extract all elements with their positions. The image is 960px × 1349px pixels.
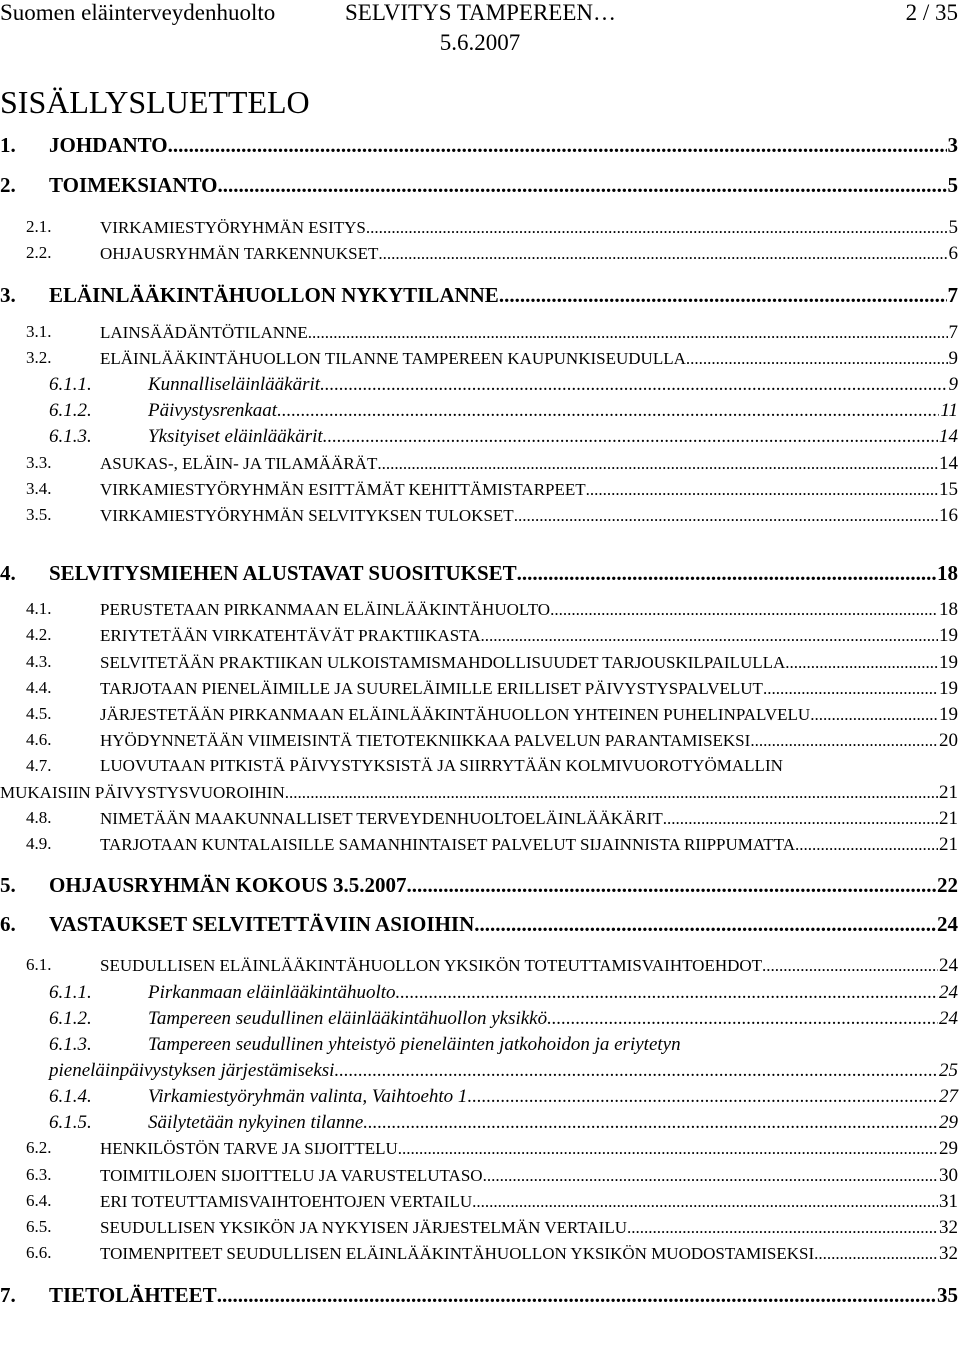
toc-leader-dots: [285, 783, 938, 803]
toc-entry-title: Säilytetään nykyinen tilanne.: [148, 1112, 369, 1133]
toc-entry-title: TIETOLÄHTEET: [49, 1283, 217, 1307]
toc-title: SISÄLLYSLUETTELO: [0, 84, 310, 120]
header-organization: Suomen eläinterveydenhuolto: [0, 0, 276, 25]
toc-entry-title: LUOVUTAAN PITKISTÄ PÄIVYSTYKSISTÄ JA SIIRRYTÄÄN KOLMIVUOROTYÖMALLIN: [100, 756, 783, 775]
toc-entry-number: 6.1.: [26, 955, 52, 974]
toc-entry-page: 30: [939, 1165, 958, 1186]
toc-entry-number: 6.2.: [26, 1138, 52, 1157]
toc-leader-dots: [483, 1166, 938, 1186]
toc-leader-dots: [467, 1086, 938, 1108]
toc-entry[interactable]: [0, 1008, 958, 1034]
toc-entry-title-continued: MUKAISIIN PÄIVYSTYSVUOROIHIN: [0, 783, 285, 802]
toc-entry-title: ERIYTETÄÄN VIRKATEHTÄVÄT PRAKTIIKASTA: [100, 626, 481, 645]
toc-entry[interactable]: [0, 243, 958, 269]
toc-entry[interactable]: [0, 599, 958, 625]
toc-leader-dots: [277, 400, 939, 422]
toc-entry-title: SELVITYSMIEHEN ALUSTAVAT SUOSITUKSET: [49, 561, 517, 585]
toc-entry-number: 6.1.2.: [49, 400, 92, 421]
toc-leader-dots: [814, 1244, 938, 1264]
toc-entry-page: 32: [939, 1217, 958, 1238]
toc-entry[interactable]: [0, 348, 958, 374]
toc-leader-dots: [168, 133, 947, 158]
toc-leader-dots: [586, 480, 938, 500]
toc-entry-page: 9: [948, 348, 958, 369]
toc-entry-number: 2.2.: [26, 243, 52, 262]
toc-entry-number: 5.: [0, 873, 16, 897]
toc-entry[interactable]: [0, 400, 958, 426]
toc-entry[interactable]: [0, 873, 958, 901]
toc-leader-dots: [663, 809, 938, 829]
toc-entry-page: 21: [939, 782, 958, 803]
toc-entry-title: VIRKAMIESTYÖRYHMÄN ESITYS: [100, 218, 366, 237]
toc-entry-number: 6.1.3.: [49, 1034, 92, 1055]
toc-entry-title: ASUKAS-, ELÄIN- JA TILAMÄÄRÄT: [100, 454, 378, 473]
toc-entry[interactable]: [0, 1086, 958, 1112]
toc-entry-page: 29: [939, 1138, 958, 1159]
toc-entry[interactable]: [0, 1283, 958, 1311]
toc-entry-page: 14: [939, 426, 958, 447]
toc-entry-page: 24: [937, 912, 958, 936]
toc-entry[interactable]: [0, 1112, 958, 1138]
toc-entry-page: 19: [939, 652, 958, 673]
toc-entry-page: 22: [937, 873, 958, 897]
toc-entry-number: 6.1.5.: [49, 1112, 92, 1133]
toc-entry[interactable]: [0, 1191, 958, 1217]
toc-entry-title: Tampereen seudullinen yhteistyö pieneläinten jatkohoidon ja eriytetyn: [148, 1034, 681, 1055]
toc-entry[interactable]: [0, 678, 958, 704]
toc-entry-title: HYÖDYNNETÄÄN VIIMEISINTÄ TIETOTEKNIIKKAA PALVELUN PARANTAMISEKSI: [100, 731, 751, 750]
toc-leader-dots: [810, 705, 938, 725]
toc-entry-page: 7: [948, 322, 958, 343]
toc-entry-number: 2.1.: [26, 217, 52, 236]
toc-entry-number: 4.9.: [26, 834, 52, 853]
toc-entry[interactable]: [0, 625, 958, 651]
toc-entry-title: Yksityiset eläinlääkärit: [148, 426, 323, 447]
toc-leader-dots: [499, 283, 947, 308]
toc-entry-page: 11: [940, 400, 958, 421]
toc-leader-dots: [217, 173, 946, 198]
toc-entry-number: 4.5.: [26, 704, 52, 723]
toc-entry-page: 19: [939, 625, 958, 646]
toc-entry-number: 6.3.: [26, 1165, 52, 1184]
toc-entry-title: VIRKAMIESTYÖRYHMÄN ESITTÄMÄT KEHITTÄMISTARPEET: [100, 480, 586, 499]
toc-entry-number: 7.: [0, 1283, 16, 1307]
toc-leader-dots: [785, 653, 938, 673]
toc-entry[interactable]: [0, 479, 958, 505]
toc-entry-page: 24: [939, 955, 958, 976]
toc-entry-title: TOIMEKSIANTO: [49, 173, 218, 197]
toc-leader-dots: [368, 1112, 938, 1134]
toc-entry-number: 6.6.: [26, 1243, 52, 1262]
toc-entry-title: NIMETÄÄN MAAKUNNALLISET TERVEYDENHUOLTOELÄINLÄÄKÄRIT: [100, 809, 663, 828]
toc-entry-page: 29: [939, 1112, 958, 1133]
toc-entry-page: 18: [937, 561, 958, 585]
toc-entry-title: TOIMENPITEET SEUDULLISEN ELÄINLÄÄKINTÄHUOLLON YKSIKÖN MUODOSTAMISEKSI: [100, 1244, 815, 1263]
toc-entry[interactable]: [0, 730, 958, 756]
toc-leader-dots: [377, 454, 938, 474]
toc-entry[interactable]: [0, 808, 958, 834]
toc-entry[interactable]: [0, 322, 958, 348]
toc-entry-page: 16: [939, 505, 958, 526]
toc-entry-number: 6.1.4.: [49, 1086, 92, 1107]
toc-entry-title: HENKILÖSTÖN TARVE JA SIJOITTELU: [100, 1139, 398, 1158]
toc-leader-dots: [763, 679, 938, 699]
toc-entry-number: 4.2.: [26, 625, 52, 644]
toc-entry-number: 6.5.: [26, 1217, 52, 1236]
toc-leader-dots: [472, 1192, 938, 1212]
toc-entry-number: 3.5.: [26, 505, 52, 524]
toc-entry-page: 5: [947, 173, 958, 197]
toc-entry-title: Pirkanmaan eläinlääkintähuolto: [148, 982, 396, 1003]
toc-leader-dots: [686, 349, 948, 369]
toc-entry[interactable]: [0, 912, 958, 940]
toc-entry-page: 5: [948, 217, 958, 238]
toc-entry[interactable]: [0, 1217, 958, 1243]
header-page-number: 2 / 35: [905, 0, 958, 25]
toc-entry-number: 6.4.: [26, 1191, 52, 1210]
toc-leader-dots: [762, 956, 938, 976]
toc-leader-dots: [308, 323, 948, 343]
toc-entry-page: 6: [948, 243, 958, 264]
toc-leader-dots: [378, 244, 947, 264]
toc-entry[interactable]: [0, 505, 958, 531]
toc-entry[interactable]: [0, 173, 958, 201]
toc-entry-title: JÄRJESTETÄÄN PIRKANMAAN ELÄINLÄÄKINTÄHUOLLON YHTEINEN PUHELINPALVELU: [100, 705, 811, 724]
toc-leader-dots: [320, 374, 947, 396]
toc-entry-number: 1.: [0, 133, 16, 157]
toc-entry[interactable]: [0, 283, 958, 311]
toc-entry-title: LAINSÄÄDÄNTÖTILANNE: [100, 323, 308, 342]
toc-entry-page: 25: [939, 1060, 958, 1081]
toc-leader-dots: [750, 731, 938, 751]
toc-leader-dots: [514, 506, 938, 526]
toc-leader-dots: [398, 1139, 938, 1159]
toc-entry-number: 6.1.1.: [49, 982, 92, 1003]
toc-entry-number: 3.4.: [26, 479, 52, 498]
toc-entry-title: TARJOTAAN PIENELÄIMILLE JA SUURELÄIMILLE ERILLISET PÄIVYSTYSPALVELUT: [100, 679, 763, 698]
toc-entry-number: 4.: [0, 561, 16, 585]
toc-entry-page: 21: [939, 834, 958, 855]
toc-leader-dots: [474, 912, 936, 937]
toc-leader-dots: [396, 982, 938, 1004]
toc-entry[interactable]: [0, 133, 958, 161]
toc-entry-page: 35: [937, 1283, 958, 1307]
toc-entry-number: 4.1.: [26, 599, 52, 618]
toc-entry-number: 6.1.1.: [49, 374, 92, 395]
toc-leader-dots: [323, 426, 938, 448]
toc-entry[interactable]: [0, 426, 958, 452]
toc-entry-number: 3.2.: [26, 348, 52, 367]
toc-entry-number: 6.1.3.: [49, 426, 92, 447]
toc-entry[interactable]: [0, 955, 958, 981]
toc-entry-title: JOHDANTO: [49, 133, 168, 157]
toc-entry-title: ELÄINLÄÄKINTÄHUOLLON NYKYTILANNE: [49, 283, 499, 307]
toc-leader-dots: [547, 1008, 938, 1030]
toc-entry-number: 3.: [0, 283, 16, 307]
toc-leader-dots: [627, 1218, 938, 1238]
toc-entry[interactable]: [0, 217, 958, 243]
toc-leader-dots: [795, 835, 938, 855]
toc-entry-number: 4.6.: [26, 730, 52, 749]
header-document-title: SELVITYS TAMPEREEN…: [345, 0, 616, 25]
toc-entry-page: 32: [939, 1243, 958, 1264]
toc-entry-page: 20: [939, 730, 958, 751]
toc-entry[interactable]: [0, 834, 958, 860]
toc-entry-title: Päivystysrenkaat: [148, 400, 278, 421]
toc-entry-title: OHJAUSRYHMÄN TARKENNUKSET: [100, 244, 379, 263]
toc-entry-page: 9: [948, 374, 958, 395]
toc-entry-number: 2.: [0, 173, 16, 197]
toc-entry-page: 14: [939, 453, 958, 474]
toc-entry-number: 4.8.: [26, 808, 52, 827]
toc-leader-dots: [550, 600, 938, 620]
toc-entry[interactable]: [0, 1138, 958, 1164]
toc-leader-dots: [334, 1060, 938, 1082]
toc-entry-page: 15: [939, 479, 958, 500]
header-date: 5.6.2007: [439, 30, 521, 55]
toc-entry-number: 6.: [0, 912, 16, 936]
toc-entry-title: Virkamiestyöryhmän valinta, Vaihtoehto 1: [148, 1086, 468, 1107]
toc-leader-dots: [517, 561, 936, 586]
toc-entry[interactable]: [0, 1243, 958, 1269]
toc-entry-page: 21: [939, 808, 958, 829]
toc-entry-page: 24: [939, 1008, 958, 1029]
toc-entry[interactable]: [0, 374, 958, 400]
toc-entry-number: 3.3.: [26, 453, 52, 472]
toc-leader-dots: [366, 218, 948, 238]
toc-entry-title: VASTAUKSET SELVITETTÄVIIN ASIOIHIN: [49, 912, 475, 936]
toc-entry-title: OHJAUSRYHMÄN KOKOUS 3.5.2007: [49, 873, 407, 897]
toc-entry-page: 24: [939, 982, 958, 1003]
toc-entry-number: 6.1.2.: [49, 1008, 92, 1029]
toc-entry-title: TARJOTAAN KUNTALAISILLE SAMANHINTAISET PALVELUT SIJAINNISTA RIIPPUMATTA: [100, 835, 795, 854]
toc-entry-number: 4.4.: [26, 678, 52, 697]
toc-entry-title: TOIMITILOJEN SIJOITTELU JA VARUSTELUTASO: [100, 1166, 483, 1185]
toc-entry[interactable]: [0, 561, 958, 589]
toc-entry-title: SEUDULLISEN ELÄINLÄÄKINTÄHUOLLON YKSIKÖN TOTEUTTAMISVAIHTOEHDOT: [100, 956, 763, 975]
toc-entry-page: 18: [939, 599, 958, 620]
toc-entry-title: SELVITETÄÄN PRAKTIIKAN ULKOISTAMISMAHDOLLISUUDET TARJOUSKILPAILULLA: [100, 653, 786, 672]
toc-entry[interactable]: [0, 756, 958, 808]
toc-entry-title: Tampereen seudullinen eläinlääkintähuollon yksikkö: [148, 1008, 548, 1029]
toc-entry-title: VIRKAMIESTYÖRYHMÄN SELVITYKSEN TULOKSET: [100, 506, 514, 525]
toc-leader-dots: [217, 1283, 936, 1308]
toc-entry-page: 19: [939, 678, 958, 699]
toc-entry-page: 27: [939, 1086, 958, 1107]
toc-entry[interactable]: [0, 1034, 958, 1086]
toc-entry-title-continued: pieneläinpäivystyksen järjestämiseksi: [49, 1060, 335, 1081]
toc-entry-page: 19: [939, 704, 958, 725]
toc-entry-title: Kunnalliseläinlääkärit: [148, 374, 321, 395]
toc-entry-number: 3.1.: [26, 322, 52, 341]
toc-entry[interactable]: [0, 982, 958, 1008]
toc-entry-page: 31: [939, 1191, 958, 1212]
toc-entry-title: ELÄINLÄÄKINTÄHUOLLON TILANNE TAMPEREEN KAUPUNKISEUDULLA: [100, 349, 686, 368]
toc-leader-dots: [406, 873, 936, 898]
toc-leader-dots: [480, 626, 938, 646]
toc-entry[interactable]: [0, 1165, 958, 1191]
toc-entry-title: PERUSTETAAN PIRKANMAAN ELÄINLÄÄKINTÄHUOLTO: [100, 600, 551, 619]
toc-entry-number: 4.7.: [26, 756, 52, 775]
toc-entry-number: 4.3.: [26, 652, 52, 671]
toc-entry-title: ERI TOTEUTTAMISVAIHTOEHTOJEN VERTAILU: [100, 1192, 473, 1211]
toc-entry[interactable]: [0, 652, 958, 678]
toc-entry-page: 7: [947, 283, 958, 307]
toc-entry[interactable]: [0, 453, 958, 479]
toc-entry-page: 3: [947, 133, 958, 157]
toc-entry-title: SEUDULLISEN YKSIKÖN JA NYKYISEN JÄRJESTELMÄN VERTAILU: [100, 1218, 627, 1237]
toc-entry[interactable]: [0, 704, 958, 730]
